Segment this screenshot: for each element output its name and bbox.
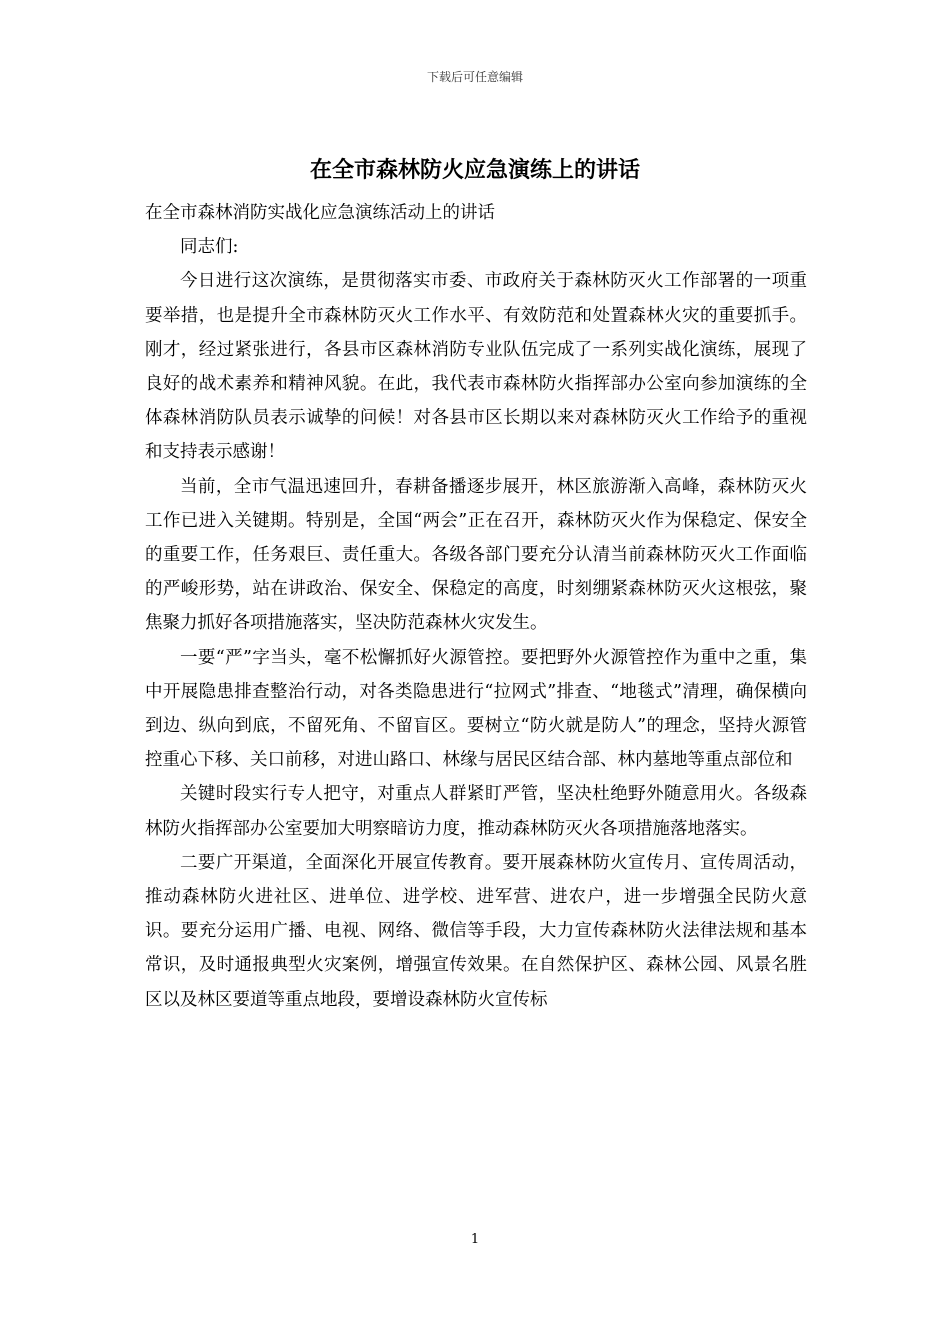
paragraph-5: 二要广开渠道，全面深化开展宣传教育。要开展森林防火宣传月、宣传周活动，推动森林防火进社区、进单位、进学校、进军营、进农户，进一步增强全民防火意识。要充分运用广播、电视、网络、微信等手段，大力宣传森林防火法律法规和基本常识，及时通报典型火灾案例，增强宣传效果。在自然保护区、森林公园、风景名胜区以及林区要道等重点地段，要增设森林防火宣传标 [145, 852, 807, 1010]
paragraph-3: 一要“严”字当头，毫不松懈抓好火源管控。要把野外火源管控作为重中之重，集中开展隐患排查整治行动，对各类隐患进行“拉网式”排查、“地毯式”清理，确保横向到边、纵向到底，不留死角、不留盲区。要树立“防火就是防人”的理念，坚持火源管控重心下移、关口前移，对进山路口、林缘与居民区结合部、林内墓地等重点部位和 [145, 647, 807, 771]
greeting: 同志们: [180, 237, 239, 258]
paragraph-1: 今日进行这次演练，是贯彻落实市委、市政府关于森林防灭火工作部署的一项重要举措，也是提升全市森林防灭火工作水平、有效防范和处置森林火灾的重要抓手。刚才，经过紧张进行，各县市区森林消防专业队伍完成了一系列实战化演练，展现了良好的战术素养和精神风貌。在此，我代表市森林防火指挥部办公室向参加演练的全体森林消防队员表示诚挚的问候！对各县市区长期以来对森林防灭火工作给予的重视和支持表示感谢！ [145, 271, 807, 463]
header-note: 下载后可任意编辑 [426, 70, 523, 84]
paragraph-2: 当前，全市气温迅速回升，春耕备播逐步展开，林区旅游渐入高峰，森林防灭火工作已进入关键期。特别是，全国“两会”正在召开，森林防灭火作为保稳定、保安全的重要工作，任务艰巨、责任重大。各级各部门要充分认清当前森林防灭火工作面临的严峻形势，站在讲政治、保安全、保稳定的高度，时刻绷紧森林防灭火这根弦，聚焦聚力抓好各项措施落实，坚决防范森林火灾发生。 [145, 476, 807, 634]
page-number: 1 [470, 1232, 480, 1247]
document-subtitle: 在全市森林消防实战化应急演练活动上的讲话 [145, 203, 495, 223]
document-body [145, 196, 807, 1017]
document-title: 在全市森林防火应急演练上的讲话 [309, 158, 640, 183]
paragraph-4: 关键时段实行专人把守，对重点人群紧盯严管，坚决杜绝野外随意用火。各级森林防火指挥部办公室要加大明察暗访力度，推动森林防灭火各项措施落地落实。 [145, 784, 807, 839]
